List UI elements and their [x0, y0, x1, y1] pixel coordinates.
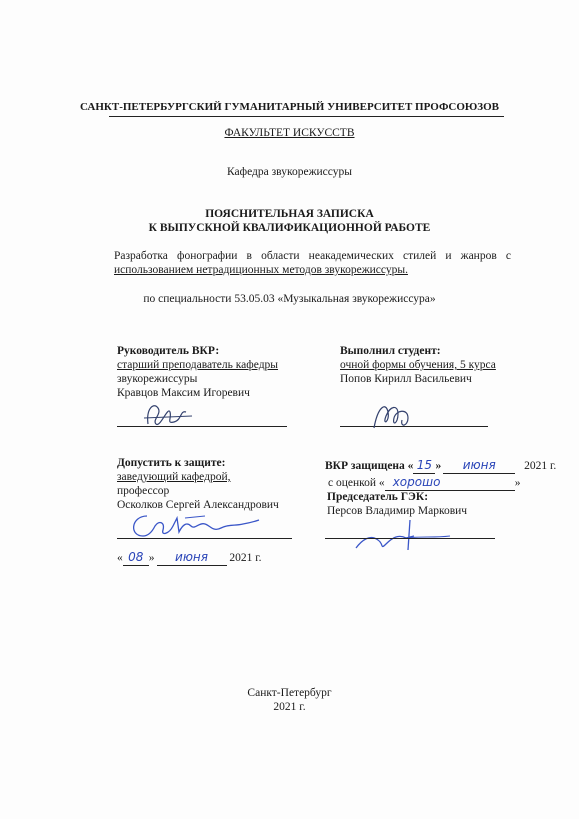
city: Санкт-Петербург [247, 687, 332, 699]
faculty-name: ФАКУЛЬТЕТ ИСКУССТВ [224, 127, 355, 139]
admit-date-day [123, 550, 149, 566]
admit-day-handwritten: 08 [128, 550, 144, 564]
supervisor-signature [140, 398, 200, 430]
specialty: по специальности 53.05.03 «Музыкальная звукорежиссура» [143, 293, 436, 305]
year: 2021 г. [273, 701, 306, 713]
admit-name: Осколков Сергей Александрович [117, 499, 279, 511]
admit-date [117, 550, 262, 566]
defense-month [443, 458, 515, 474]
admit-month-handwritten: июня [175, 550, 208, 564]
admit-date-month [157, 550, 227, 566]
defense-grade-prefix: с оценкой « [328, 477, 385, 489]
gek-chair-heading: Председатель ГЭК: [327, 491, 429, 503]
department-name: Кафедра звукорежиссуры [227, 166, 352, 178]
student-form: очной формы обучения, 5 курса [340, 359, 496, 371]
defense-year: 2021 г. [524, 460, 557, 472]
admit-date-year: 2021 г. [229, 552, 262, 564]
admit-heading: Допустить к защите: [117, 457, 226, 469]
admit-signature-line [117, 538, 292, 539]
gek-chair-signature [350, 516, 460, 556]
defense-day-handwritten: 15 [416, 458, 433, 472]
thesis-topic-line-1: Разработка фонографии в области неакадемических стилей и жанров с [114, 250, 511, 262]
defense-line [325, 458, 556, 474]
admit-title: профессор [117, 485, 170, 497]
document-title: ПОЯСНИТЕЛЬНАЯ ЗАПИСКА [205, 208, 374, 220]
supervisor-position: старший преподаватель кафедры [117, 359, 279, 371]
defense-day-close: » [435, 460, 442, 472]
document-subtitle: К ВЫПУСКНОЙ КВАЛИФИКАЦИОННОЙ РАБОТЕ [148, 222, 431, 234]
university-underline [109, 116, 504, 117]
defense-label: ВКР защищена « [325, 460, 414, 472]
gek-signature-line [325, 538, 495, 539]
defense-grade-line [328, 475, 520, 491]
student-name: Попов Кирилл Васильевич [340, 373, 472, 385]
defense-grade-handwritten: хорошо [392, 475, 441, 489]
defense-day [413, 458, 435, 474]
defense-grade [385, 475, 515, 491]
admit-signature [125, 508, 265, 542]
supervisor-heading: Руководитель ВКР: [117, 345, 220, 357]
admit-date-close: » [148, 552, 155, 564]
supervisor-position-cont: звукорежиссуры [117, 373, 198, 385]
admit-date-open: « [117, 552, 123, 564]
defense-grade-suffix: » [514, 477, 521, 489]
student-heading: Выполнил студент: [340, 345, 441, 357]
gek-chair-name: Персов Владимир Маркович [327, 505, 468, 517]
thesis-topic-line-2: использованием нетрадиционных методов звукорежиссуры. [114, 264, 408, 276]
admit-position: заведующий кафедрой, [117, 471, 231, 483]
student-signature [368, 398, 418, 432]
supervisor-name: Кравцов Максим Игоревич [117, 387, 250, 399]
defense-month-handwritten: июня [462, 458, 496, 472]
university-name: САНКТ-ПЕТЕРБУРГСКИЙ ГУМАНИТАРНЫЙ УНИВЕРСИТЕТ ПРОФСОЮЗОВ [79, 101, 499, 113]
